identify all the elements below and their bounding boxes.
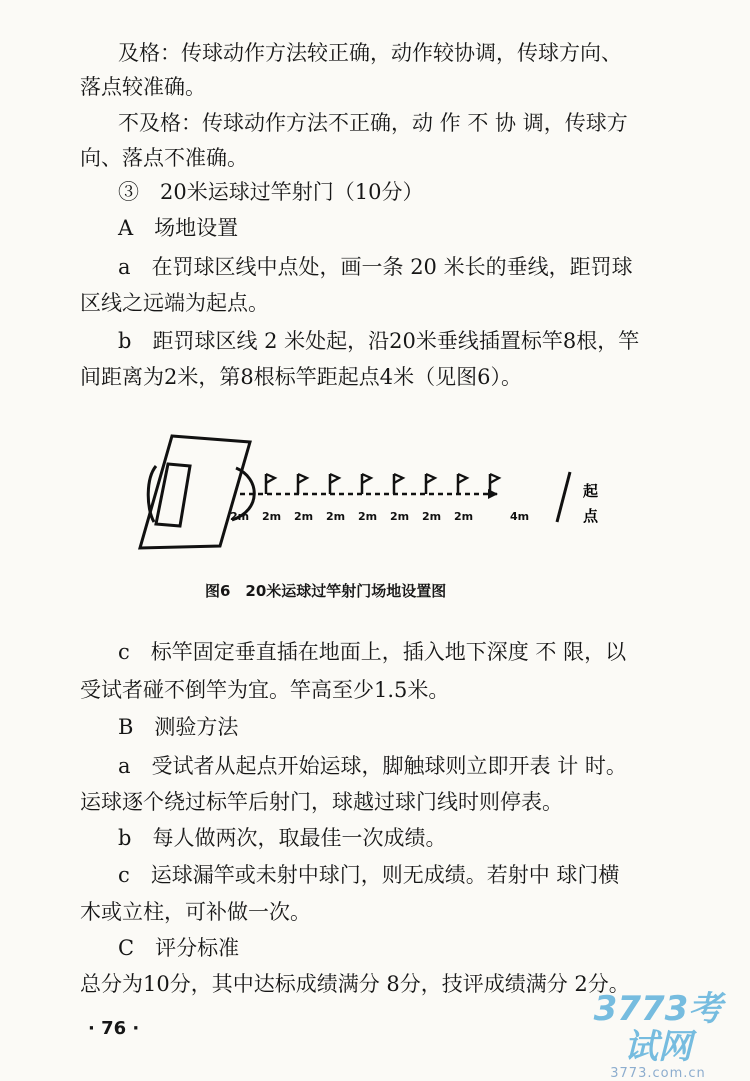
text-line: 木或立柱，可补做一次。 bbox=[80, 900, 311, 924]
start-label-1: 起 bbox=[583, 482, 599, 500]
start-mark bbox=[557, 472, 570, 522]
spacing-label: 2m bbox=[390, 510, 410, 523]
text-line: 间距离为2米，第8根标竿距起点4米（见图6）。 bbox=[80, 365, 522, 389]
text-line: c 运球漏竿或未射中球门，则无成绩。若射中 球门横 bbox=[118, 863, 620, 887]
page-number: · 76 · bbox=[88, 1018, 140, 1039]
marker-poles bbox=[266, 474, 499, 494]
spacing-labels bbox=[230, 510, 529, 523]
penalty-area-outline bbox=[140, 436, 250, 548]
text-line: 向、落点不准确。 bbox=[80, 146, 248, 170]
subsection-heading: B 测验方法 bbox=[118, 715, 239, 739]
marker-flag bbox=[458, 474, 467, 494]
marker-flag bbox=[394, 474, 403, 494]
text-line: 总分为10分，其中达标成绩满分 8分，技评成绩满分 2分。 bbox=[80, 972, 630, 996]
section-heading: ③ 20米运球过竿射门（10分） bbox=[118, 180, 424, 204]
watermark bbox=[578, 990, 738, 1081]
text-line: a 受试者从起点开始运球，脚触球则立即开表 计 时。 bbox=[118, 754, 627, 778]
field-setup-diagram bbox=[130, 428, 610, 556]
start-label-2: 点 bbox=[583, 507, 599, 525]
arrow-head bbox=[488, 489, 498, 499]
spacing-label: 2m bbox=[262, 510, 282, 523]
marker-flag bbox=[426, 474, 435, 494]
figure-caption: 图6 20米运球过竿射门场地设置图 bbox=[205, 582, 447, 600]
marker-flag bbox=[298, 474, 307, 494]
text-line: 及格：传球动作方法较正确，动作较协调，传球方向、 bbox=[118, 41, 622, 65]
marker-flag bbox=[330, 474, 339, 494]
text-line: 不及格：传球动作方法不正确，动 作 不 协 调，传球方 bbox=[118, 111, 628, 135]
text-line: a 在罚球区线中点处，画一条 20 米长的垂线，距罚球 bbox=[118, 255, 633, 279]
text-line: c 标竿固定垂直插在地面上，插入地下深度 不 限，以 bbox=[118, 640, 627, 664]
text-line: b 距罚球区线 2 米处起，沿20米垂线插置标竿8根，竿 bbox=[118, 329, 640, 353]
spacing-label: 2m bbox=[454, 510, 474, 523]
spacing-label: 2m bbox=[358, 510, 378, 523]
spacing-label: 2m bbox=[422, 510, 442, 523]
spacing-label: 4m bbox=[510, 510, 530, 523]
watermark-logo: 3773考试网 bbox=[593, 989, 723, 1067]
watermark-url: 3773.com.cn bbox=[610, 1066, 706, 1081]
subsection-heading: C 评分标准 bbox=[118, 936, 240, 960]
text-line: 区线之远端为起点。 bbox=[80, 291, 269, 315]
spacing-label: 2m bbox=[294, 510, 314, 523]
marker-flag bbox=[266, 474, 275, 494]
subsection-heading: A 场地设置 bbox=[118, 216, 239, 240]
text-line: 受试者碰不倒竿为宜。竿高至少1.5米。 bbox=[80, 678, 450, 702]
marker-flag bbox=[362, 474, 371, 494]
spacing-label: 2m bbox=[230, 510, 250, 523]
spacing-label: 2m bbox=[326, 510, 346, 523]
text-line: 运球逐个绕过标竿后射门，球越过球门线时则停表。 bbox=[80, 790, 563, 814]
text-line: b 每人做两次，取最佳一次成绩。 bbox=[118, 826, 447, 850]
text-line: 落点较准确。 bbox=[80, 75, 206, 99]
